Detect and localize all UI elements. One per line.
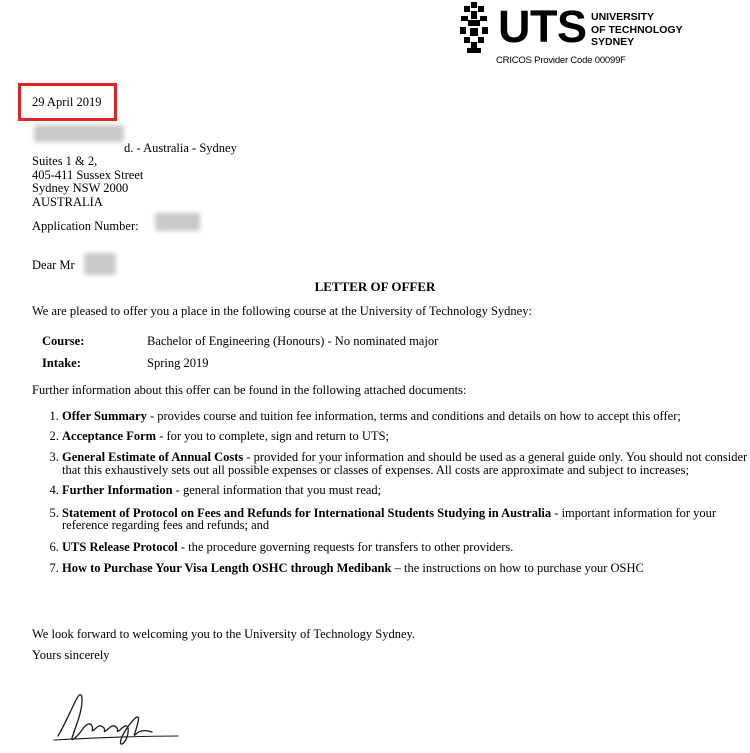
closing-text: We look forward to welcoming you to the University of Technology Sydney. bbox=[32, 627, 416, 641]
document-description: - general information that you must read; bbox=[172, 483, 382, 497]
list-item bbox=[62, 541, 750, 554]
redacted-company-name bbox=[34, 125, 124, 142]
attached-documents-list bbox=[32, 410, 750, 575]
university-name-line: SYDNEY bbox=[591, 36, 635, 48]
document-description: - provides course and tuition fee information, terms and conditions and details on how to accept this offer; bbox=[146, 409, 681, 423]
uts-crest-icon bbox=[458, 2, 490, 54]
address-line-1: d. - Australia - Sydney bbox=[124, 141, 237, 155]
university-name-line: UNIVERSITY bbox=[591, 11, 655, 23]
application-number-label: Application Number: bbox=[32, 219, 139, 233]
document-title: General Estimate of Annual Costs bbox=[62, 450, 244, 464]
document-title: Offer Summary bbox=[62, 409, 147, 423]
address-line: Sydney NSW 2000 bbox=[32, 181, 129, 195]
intake-label: Intake: bbox=[42, 356, 81, 370]
document-title: Statement of Protocol on Fees and Refunds for International Students Studying in Australia bbox=[62, 505, 552, 520]
document-title: Further Information bbox=[62, 483, 173, 497]
document-title: Acceptance Form bbox=[62, 428, 157, 443]
address-line: AUSTRALIA bbox=[32, 194, 103, 209]
list-item bbox=[62, 430, 750, 443]
list-item bbox=[62, 507, 750, 532]
document-title: UTS Release Protocol bbox=[62, 539, 178, 554]
list-item bbox=[62, 562, 750, 575]
document-description: - the procedure governing requests for transfers to other providers. bbox=[177, 539, 514, 554]
further-info-text: Further information about this offer can be found in the following attached documents: bbox=[32, 383, 467, 397]
uts-logo bbox=[458, 2, 688, 68]
document-description: - for you to complete, sign and return to UTS; bbox=[156, 428, 390, 443]
address-block bbox=[32, 155, 143, 209]
salutation: Dear Mr bbox=[32, 258, 75, 272]
letter-date: 29 April 2019 bbox=[32, 95, 102, 109]
signature-image bbox=[52, 674, 182, 746]
university-name-line: OF TECHNOLOGY bbox=[591, 23, 683, 36]
course-label: Course: bbox=[42, 334, 85, 348]
document-description: - important information for your reference regarding fees and refunds; and bbox=[62, 505, 717, 532]
letter-title: LETTER OF OFFER bbox=[314, 279, 436, 294]
university-name bbox=[591, 11, 683, 49]
redacted-recipient-name bbox=[84, 253, 116, 275]
document-description: - provided for your information and should be used as a general guide only. You should not consider that this exhaustively sets out all possible expenses or classes of expenses. All costs are approximate and subject to increases; bbox=[62, 450, 748, 477]
uts-wordmark: UTS bbox=[498, 1, 587, 52]
list-item bbox=[62, 484, 750, 497]
intro-text: We are pleased to offer you a place in the following course at the University of Technology Sydney: bbox=[32, 304, 532, 318]
document-title: How to Purchase Your Visa Length OSHC through Medibank bbox=[62, 561, 392, 575]
document-description: – the instructions on how to purchase your OSHC bbox=[391, 561, 644, 575]
intake-value: Spring 2019 bbox=[147, 356, 209, 370]
address-line: 405-411 Sussex Street bbox=[32, 167, 144, 182]
cricos-code: CRICOS Provider Code 00099F bbox=[496, 55, 626, 66]
redacted-application-number bbox=[155, 213, 200, 231]
course-value: Bachelor of Engineering (Honours) - No nominated major bbox=[147, 334, 439, 348]
address-line: Suites 1 & 2, bbox=[32, 154, 98, 168]
list-item bbox=[62, 451, 750, 476]
signoff: Yours sincerely bbox=[32, 648, 110, 662]
list-item bbox=[62, 410, 750, 423]
